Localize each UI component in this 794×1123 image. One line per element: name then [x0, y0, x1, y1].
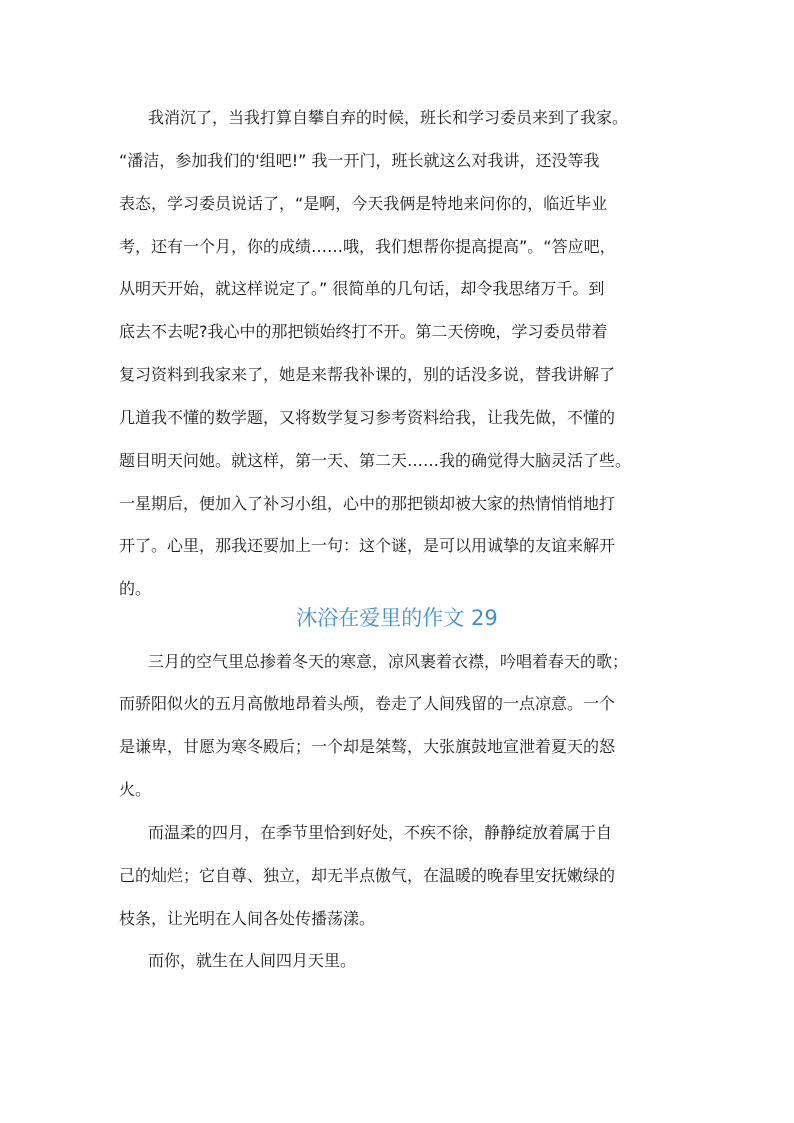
paragraph-line: 题目明天问她。就这样，第一天、第二天……我的确觉得大脑灵活了些。 [119, 451, 632, 470]
paragraph-line: 而你，就生在人间四月天里。 [148, 951, 357, 970]
paragraph-line: 而骄阳似火的五月高傲地昂着头颅，卷走了人间残留的一点凉意。一个 [119, 694, 616, 713]
paragraph-line: 底去不去呢?我心中的那把锁始终打不开。第二天傍晚，学习委员带着 [119, 322, 608, 341]
paragraph-line: 一星期后，便加入了补习小组，心中的那把锁却被大家的热情悄悄地打 [119, 494, 616, 513]
paragraph-line: 几道我不懂的数学题，又将数学复习参考资料给我，让我先做，不懂的 [119, 408, 616, 427]
section-heading: 沐浴在爱里的作文 29 [296, 606, 498, 630]
paragraph-line: 三月的空气里总掺着冬天的寒意，凉风裹着衣襟，吟唱着春天的歌； [148, 652, 629, 671]
paragraph-line: 从明天开始，就这样说定了。” 很简单的几句话，却令我思绪万千。到 [119, 279, 605, 298]
paragraph-line: 开了。心里，那我还要加上一句：这个谜，是可以用诚挚的友谊来解开 [119, 536, 616, 555]
paragraph-line: 的。 [119, 579, 152, 598]
paragraph-line: 而温柔的四月，在季节里恰到好处，不疾不徐，静静绽放着属于自 [148, 823, 613, 842]
paragraph-line: 复习资料到我家来了，她是来帮我补课的，别的话没多说，替我讲解了 [119, 365, 616, 384]
paragraph-line: 是谦卑，甘愿为寒冬殿后；一个却是桀骜，大张旗鼓地宣泄着夏天的怒 [119, 737, 616, 756]
paragraph-line: 表态，学习委员说话了，“是啊，今天我俩是特地来问你的，临近毕业 [119, 194, 608, 213]
paragraph-line: 火。 [119, 780, 152, 799]
paragraph-line: “潘洁，参加我们的'组吧!” 我一开门，班长就这么对我讲，还没等我 [119, 151, 600, 170]
paragraph-line: 考，还有一个月，你的成绩……哦，我们想帮你提高提高”。“答应吧， [119, 237, 616, 256]
paragraph-line: 己的灿烂；它自尊、独立，却无半点傲气，在温暖的晚春里安抚嫩绿的 [119, 866, 616, 885]
paragraph-line: 枝条，让光明在人间各处传播荡漾。 [119, 909, 376, 928]
paragraph-line: 我消沉了，当我打算自攀自弃的时候，班长和学习委员来到了我家。 [148, 108, 629, 127]
